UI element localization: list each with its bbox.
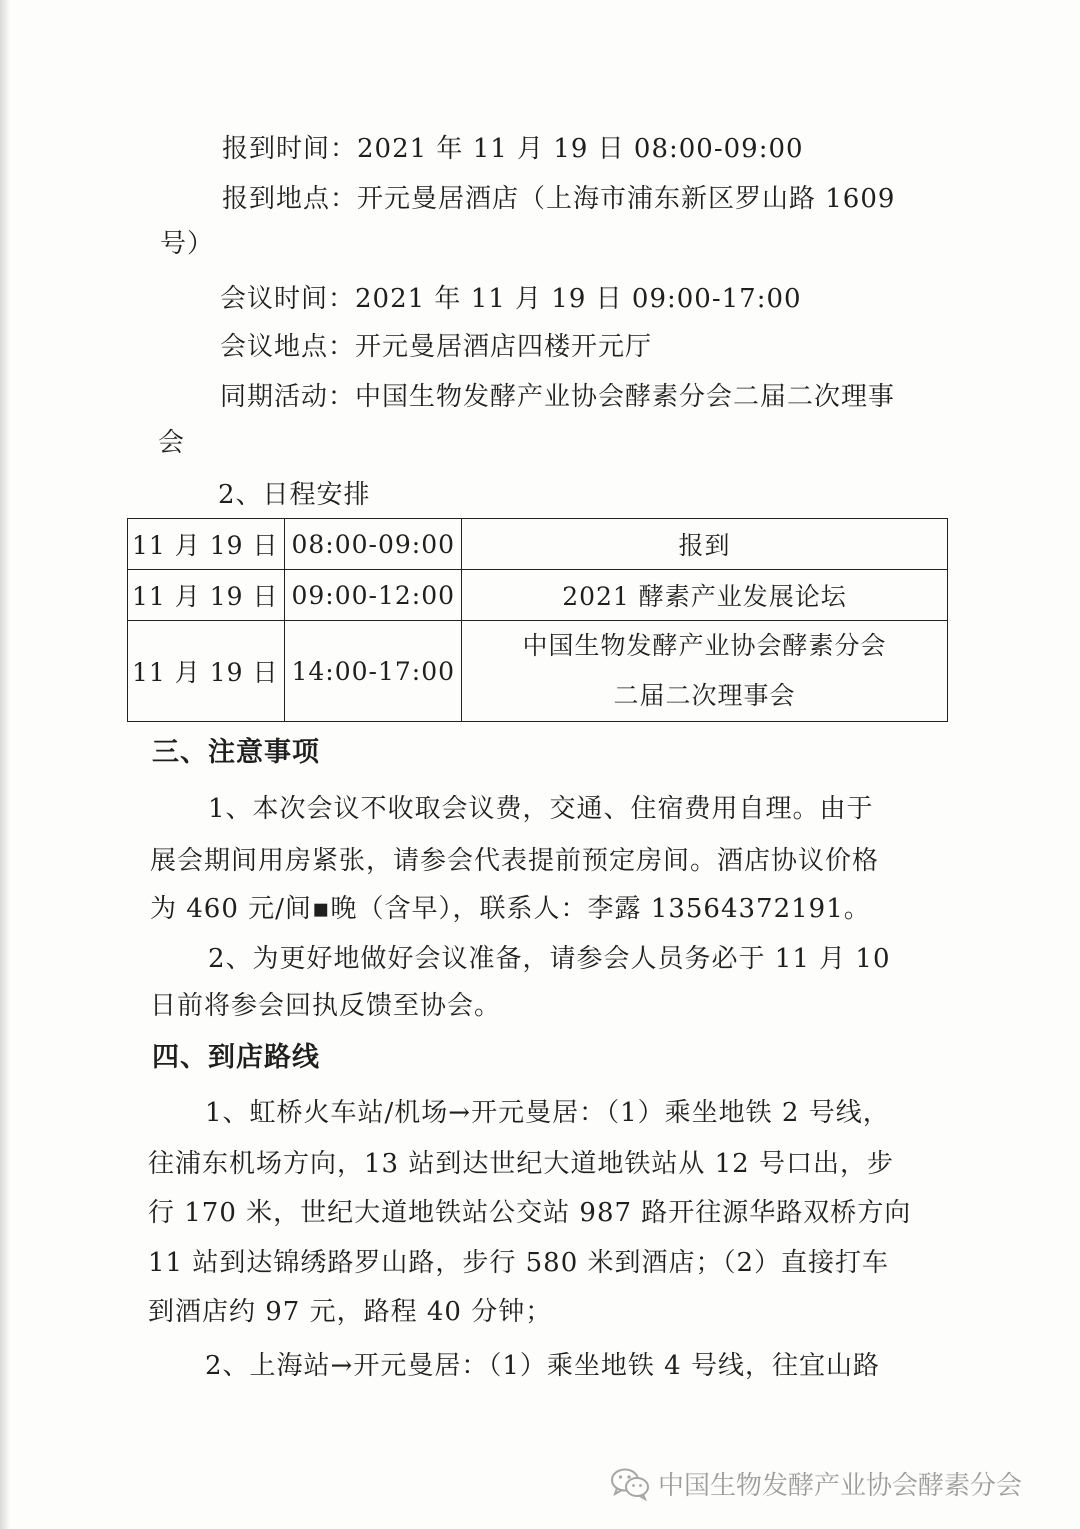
schedule-date: 11 月 19 日 [128, 621, 285, 722]
route-1-line5: 到酒店约 97 元，路程 40 分钟； [148, 1297, 553, 1327]
schedule-table [127, 518, 948, 722]
notes-p2-line2: 日前将参会回执反馈至协会。 [150, 991, 502, 1021]
notes-p1-line3: 为 460 元/间▪晚（含早），联系人：李露 13564372191。 [150, 894, 871, 924]
notes-p2-line1: 2、为更好地做好会议准备，请参会人员务必于 11 月 10 [208, 944, 891, 974]
registration-time: 报到时间：2021 年 11 月 19 日 08:00-09:00 [222, 134, 804, 164]
schedule-date: 11 月 19 日 [128, 570, 285, 621]
registration-place-cont: 号） [160, 229, 215, 259]
route-1-line1: 1、虹桥火车站/机场→开元曼居：（1）乘坐地铁 2 号线， [205, 1098, 890, 1128]
route-1-line2: 往浦东机场方向，13 站到达世纪大道地铁站从 12 号口出，步 [148, 1149, 894, 1179]
table-row [128, 519, 948, 570]
page-edge-shadow [0, 0, 10, 1529]
schedule-event-text: 2021 酵素产业发展论坛 [562, 582, 847, 611]
notes-p1-line2: 展会期间用房紧张，请参会代表提前预定房间。酒店协议价格 [150, 846, 880, 876]
concurrent-activity-cont: 会 [158, 428, 186, 458]
notes-heading: 三、注意事项 [152, 737, 320, 768]
schedule-time: 08:00-09:00 [285, 519, 462, 570]
schedule-time: 09:00-12:00 [285, 570, 462, 621]
meeting-place: 会议地点：开元曼居酒店四楼开元厅 [220, 332, 653, 362]
watermark-text: 中国生物发酵产业协会酵素分会 [658, 1471, 1023, 1501]
notes-p1-line1: 1、本次会议不收取会议费，交通、住宿费用自理。由于 [208, 794, 874, 824]
schedule-event-text: 报到 [678, 531, 731, 560]
route-2-line1: 2、上海站→开元曼居：（1）乘坐地铁 4 号线，往宜山路 [205, 1351, 880, 1381]
wechat-icon [610, 1467, 650, 1501]
meeting-time: 会议时间：2021 年 11 月 19 日 09:00-17:00 [220, 284, 802, 314]
schedule-event [462, 519, 948, 570]
route-1-line3: 行 170 米，世纪大道地铁站公交站 987 路开往源华路双桥方向 [148, 1198, 912, 1228]
route-heading: 四、到店路线 [152, 1042, 320, 1073]
schedule-event-text: 中国生物发酵产业协会酵素分会 [522, 631, 887, 660]
watermark [610, 1465, 1022, 1502]
schedule-date: 11 月 19 日 [128, 519, 285, 570]
schedule-event [462, 570, 948, 621]
schedule-heading: 2、日程安排 [218, 480, 371, 510]
schedule-time: 14:00-17:00 [285, 621, 462, 722]
route-1-line4: 11 站到达锦绣路罗山路，步行 580 米到酒店；（2）直接打车 [148, 1248, 890, 1278]
registration-place: 报到地点：开元曼居酒店（上海市浦东新区罗山路 1609 [222, 184, 896, 214]
schedule-event-text-cont: 二届二次理事会 [613, 681, 796, 710]
table-row [128, 570, 948, 621]
table-row [128, 621, 948, 722]
schedule-event [462, 621, 948, 722]
concurrent-activity: 同期活动：中国生物发酵产业协会酵素分会二届二次理事 [220, 382, 896, 412]
